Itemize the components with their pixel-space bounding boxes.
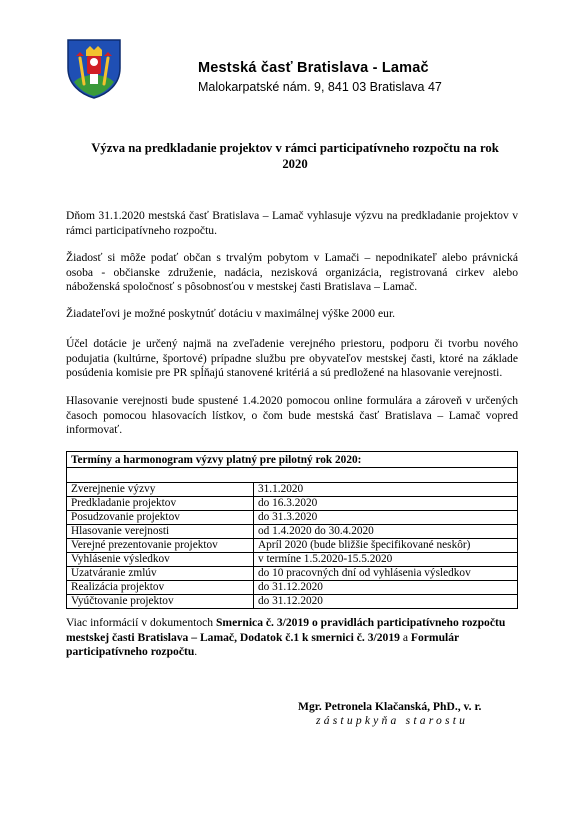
table-row — [67, 483, 518, 497]
more-info-paragraph — [66, 616, 518, 660]
table-row — [67, 511, 518, 525]
schedule-value: do 10 pracovných dní od vyhlásenia výsledkov — [254, 567, 518, 581]
title-line-1: Výzva na predkladanie projektov v rámci participatívneho rozpočtu na rok — [91, 141, 499, 155]
more-info-suffix: . — [194, 645, 198, 659]
schedule-label: Hlasovanie verejnosti — [67, 525, 254, 539]
rules-document-link[interactable]: Smernica č. 3/2019 o pravidlách participatívneho rozpočtu mestskej časti Bratislava – Lamač, Dodatok č.1 k smernici č. 3/2019 — [66, 616, 506, 644]
schedule-spacer-cell — [67, 468, 518, 483]
document-title — [60, 140, 530, 172]
org-address: Malokarpatské nám. 9, 841 03 Bratislava 47 — [198, 80, 442, 94]
table-row — [67, 595, 518, 609]
schedule-value: do 31.3.2020 — [254, 511, 518, 525]
municipal-crest-icon — [66, 38, 122, 100]
schedule-value: od 1.4.2020 do 30.4.2020 — [254, 525, 518, 539]
schedule-label: Uzatváranie zmlúv — [67, 567, 254, 581]
table-row — [67, 553, 518, 567]
schedule-value: v termíne 1.5.2020-15.5.2020 — [254, 553, 518, 567]
schedule-spacer-row — [67, 468, 518, 483]
paragraph-max-grant: Žiadateľovi je možné poskytnúť dotáciu v maximálnej výške 2000 eur. — [66, 307, 396, 320]
schedule-table — [66, 451, 518, 609]
title-line-2: 2020 — [282, 157, 308, 171]
schedule-value: do 16.3.2020 — [254, 497, 518, 511]
schedule-label: Vyhlásenie výsledkov — [67, 553, 254, 567]
more-info-middle: a — [399, 630, 411, 644]
signature-name: Mgr. Petronela Klačanská, PhD., v. r. — [298, 700, 482, 713]
signature-role: zástupkyňa starostu — [316, 714, 469, 727]
schedule-value: 31.1.2020 — [254, 483, 518, 497]
schedule-label: Zverejnenie výzvy — [67, 483, 254, 497]
table-row — [67, 581, 518, 595]
paragraph-eligibility: Žiadosť si môže podať občan s trvalým pobytom v Lamači – nepodnikateľ alebo právnická osoba - občianske združenie, nadácia, nezisková organizácia, registrovaná cirkev alebo náboženská spoločnosť s pôsobnosťou v mestskej časti Bratislava – Lamač. — [66, 251, 518, 294]
paragraph-voting: Hlasovanie verejnosti bude spustené 1.4.2020 pomocou online formulára a zároveň v určených časoch pomocou hlasovacích lístkov, o čom bude mestská časť Bratislava – Lamač vopred informovať. — [66, 394, 518, 437]
schedule-label: Posudzovanie projektov — [67, 511, 254, 525]
paragraph-purpose: Účel dotácie je určený najmä na zveľadenie verejného priestoru, podporu či tvorbu nového podujatia (kultúrne, športové) prípadne službu pre obyvateľov mestskej časti, ktoré na základe posúdenia komisie pre PR spĺňajú stanovené kritériá a sú predložené na hlasovanie verejnosti. — [66, 337, 518, 380]
table-row — [67, 497, 518, 511]
table-row — [67, 567, 518, 581]
table-row — [67, 539, 518, 553]
schedule-value: do 31.12.2020 — [254, 595, 518, 609]
more-info-prefix: Viac informácií v dokumentoch — [66, 616, 216, 629]
org-name: Mestská časť Bratislava - Lamač — [198, 60, 429, 76]
schedule-label: Predkladanie projektov — [67, 497, 254, 511]
schedule-label: Vyúčtovanie projektov — [67, 595, 254, 609]
schedule-heading: Termíny a harmonogram výzvy platný pre pilotný rok 2020: — [67, 452, 518, 468]
schedule-label: Verejné prezentovanie projektov — [67, 539, 254, 553]
schedule-value: Apríl 2020 (bude bližšie špecifikované neskôr) — [254, 539, 518, 553]
table-row — [67, 525, 518, 539]
paragraph-announcement: Dňom 31.1.2020 mestská časť Bratislava – Lamač vyhlasuje výzvu na predkladanie projektov v rámci participatívneho rozpočtu. — [66, 209, 518, 237]
form-document-link[interactable]: Formulár participatívneho rozpočtu — [66, 630, 459, 659]
schedule-label: Realizácia projektov — [67, 581, 254, 595]
schedule-heading-row — [67, 452, 518, 468]
schedule-value: do 31.12.2020 — [254, 581, 518, 595]
